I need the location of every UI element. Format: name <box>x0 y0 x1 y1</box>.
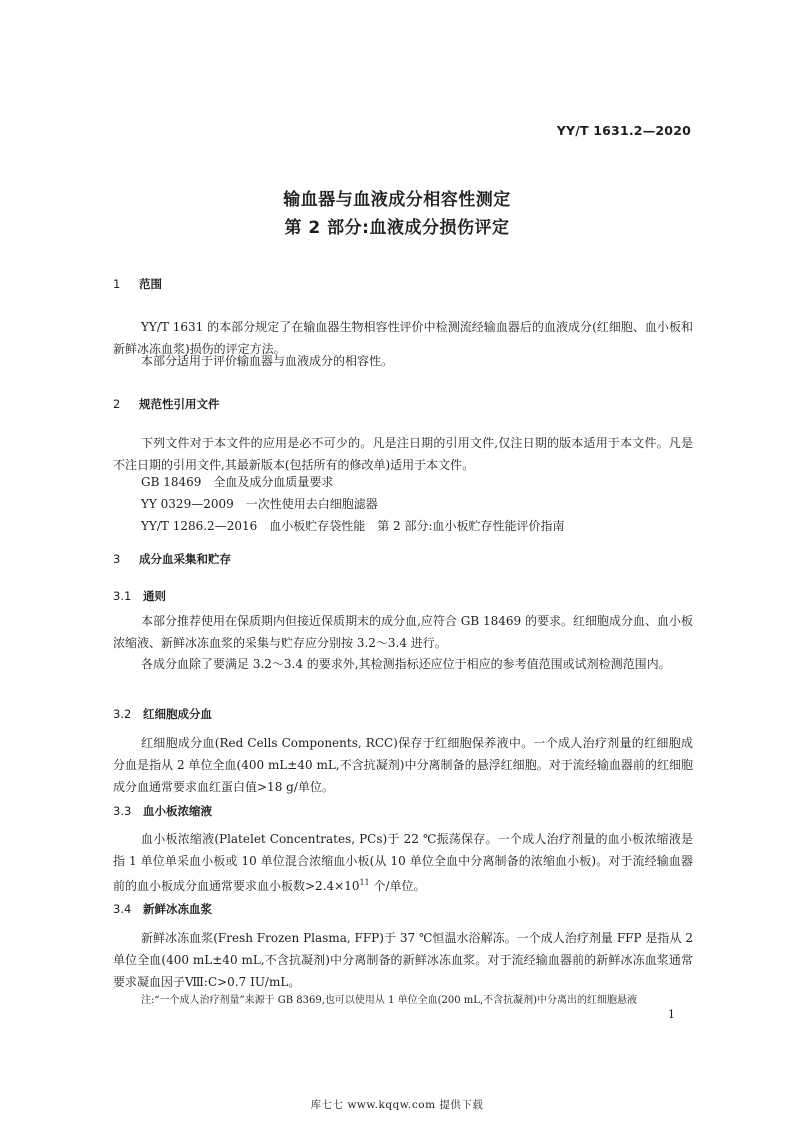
section-number: 3.2 <box>113 707 132 721</box>
section-title: 成分血采集和贮存 <box>139 552 231 566</box>
section-title: 血小板浓缩液 <box>143 804 212 818</box>
section-2-heading <box>113 396 220 412</box>
section-3-heading <box>113 551 231 567</box>
section-number: 3.3 <box>113 804 132 818</box>
section-3-2-heading <box>113 706 212 722</box>
paragraph-text: 个/单位。 <box>369 879 426 893</box>
section-number: 3 <box>113 552 121 566</box>
section-title: 新鲜冰冻血浆 <box>143 902 212 916</box>
normative-reference: YY/T 1286.2—2016 血小板贮存袋性能 第 2 部分:血小板贮存性能评价指南 <box>141 519 565 533</box>
section-1-paragraph-2: 本部分适用于评价输血器与血液成分的相容性。 <box>141 354 394 368</box>
document-title-line1: 输血器与血液成分相容性测定 <box>283 190 511 210</box>
section-3-1-paragraph-2: 各成分血除了要满足 3.2～3.4 的要求外,其检测指标还应位于相应的参考值范围或试剂检测范围内。 <box>141 657 671 671</box>
section-title: 通则 <box>143 589 166 603</box>
section-number: 3.1 <box>113 589 132 603</box>
section-2-paragraph-1: 下列文件对于本文件的应用是必不可少的。凡是注日期的引用文件,仅注日期的版本适用于本文件。凡是不注日期的引用文件,其最新版本(包括所有的修改单)适用于本文件。 <box>113 436 693 472</box>
note: 注:“一个成人治疗剂量”来源于 GB 8369,也可以使用从 1 单位全血(200 mL,不含抗凝剂)中分离出的红细胞悬液 <box>141 995 638 1006</box>
normative-reference: YY 0329—2009 一次性使用去白细胞滤器 <box>141 497 378 511</box>
section-title: 规范性引用文件 <box>139 397 220 411</box>
paragraph-text: 血小板浓缩液(Platelet Concentrates, PCs)于 22 ℃振荡保存。一个成人治疗剂量的血小板浓缩液是指 1 单位单采血小板或 10 单位混合浓缩血小板(从 10 单位全血中分离制备的浓缩血小板)。对于流经输血器前的血小板成分血通常要求血小板数>2.4×10 <box>113 832 693 893</box>
download-footer: 库七七 www.kqqw.com 提供下载 <box>310 1099 484 1111</box>
section-1-heading <box>113 276 162 292</box>
section-3-1-paragraph-1: 本部分推荐使用在保质期内但接近保质期末的成分血,应符合 GB 18469 的要求。红细胞成分血、血小板浓缩液、新鲜冰冻血浆的采集与贮存应分别按 3.2～3.4 进行。 <box>113 614 693 650</box>
document-title-line2: 第 2 部分:血液成分损伤评定 <box>284 218 510 238</box>
section-number: 1 <box>113 277 121 291</box>
section-3-3-paragraph-1 <box>113 828 693 897</box>
section-number: 2 <box>113 397 121 411</box>
superscript-exponent: 11 <box>359 878 370 887</box>
section-3-3-heading <box>113 803 212 819</box>
section-number: 3.4 <box>113 902 132 916</box>
section-3-1-heading <box>113 588 166 604</box>
section-3-4-paragraph-1: 新鲜冰冻血浆(Fresh Frozen Plasma, FFP)于 37 ℃恒温水浴解冻。一个成人治疗剂量 FFP 是指从 2 单位全血(400 mL±40 mL,不含抗凝剂)中分离制备的新鲜冰冻血浆。对于流经输血器前的新鲜冰冻血浆通常要求凝血因子Ⅷ:C>0.7 IU/mL。 <box>113 931 693 989</box>
page-number: 1 <box>668 1008 675 1021</box>
standard-code: YY/T 1631.2—2020 <box>556 123 691 138</box>
section-1-paragraph-1: YY/T 1631 的本部分规定了在输血器生物相容性评价中检测流经输血器后的血液成分(红细胞、血小板和新鲜冰冻血浆)损伤的评定方法。 <box>113 320 693 356</box>
section-3-2-paragraph-1: 红细胞成分血(Red Cells Components, RCC)保存于红细胞保养液中。一个成人治疗剂量的红细胞成分血是指从 2 单位全血(400 mL±40 mL,不含抗凝剂)中分离制备的悬浮红细胞。对于流经输血器前的红细胞成分血通常要求血红蛋白值>18 g/单位。 <box>113 736 693 794</box>
section-title: 范围 <box>139 277 162 291</box>
normative-reference: GB 18469 全血及成分血质量要求 <box>141 475 334 489</box>
section-title: 红细胞成分血 <box>143 707 212 721</box>
section-3-4-heading <box>113 901 212 917</box>
